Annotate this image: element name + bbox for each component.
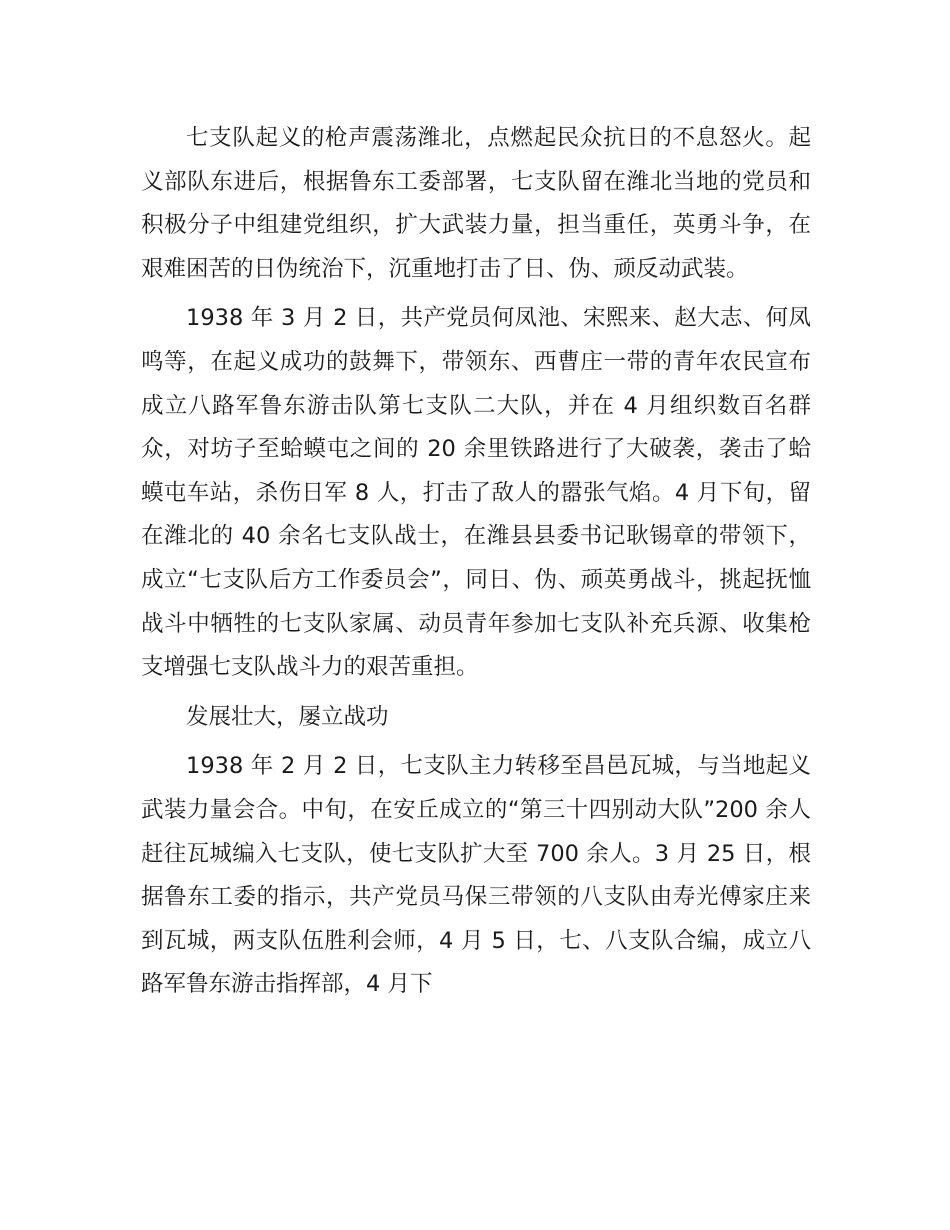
paragraph-second-detachment: 1938 年 3 月 2 日，共产党员何凤池、宋熙来、赵大志、何凤鸣等，在起义成功的鼓舞下，带领东、西曹庄一带的青年农民宣布成立八路军鲁东游击队第七支队二大队，并在 4 月组织数百名群众，对坊子至蛤蟆屯之间的 20 余里铁路进行了大破袭，袭击了蛤蟆屯车站，杀伤日军 8 人，打击了敌人的嚣张气焰。4 月下旬，留在潍北的 40 余名七支队战士，在潍县县委书记耿锡章的带领下，成立“七支队后方工作委员会”，同日、伪、顽英勇战斗，挑起抚恤战斗中牺牲的七支队家属、动员青年参加七支队补充兵源、收集枪支增强七支队战斗力的艰苦重担。 [141, 305, 811, 681]
document-body [141, 117, 811, 1013]
paragraph-merger: 1938 年 2 月 2 日，七支队主力转移至昌邑瓦城，与当地起义武装力量会合。中旬，在安丘成立的“第三十四别动大队”200 余人赶往瓦城编入七支队，使七支队扩大至 700 余人。3 月 25 日，根据鲁东工委的指示，共产党员马保三带领的八支队由寿光傅家庄来到瓦城，两支队伍胜利会师，4 月 5 日，七、八支队合编，成立八路军鲁东游击指挥部，4 月下 [141, 753, 811, 998]
paragraph-uprising-impact: 七支队起义的枪声震荡潍北，点燃起民众抗日的不息怒火。起义部队东进后，根据鲁东工委部署，七支队留在潍北当地的党员和积极分子中组建党组织，扩大武装力量，担当重任，英勇斗争，在艰难困苦的日伪统治下，沉重地打击了日、伪、顽反动武装。 [141, 125, 811, 282]
section-heading: 发展壮大，屡立战功 [186, 703, 389, 730]
